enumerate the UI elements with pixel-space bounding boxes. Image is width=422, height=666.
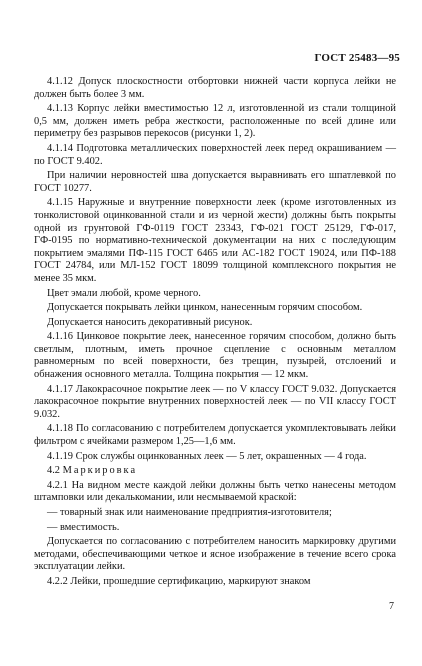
document-body (34, 76, 396, 591)
paragraph-4-1-13: 4.1.13 Корпус лейки вместимостью 12 л, изготовленной из стали толщиной 0,5 мм, должен иметь ребра жесткости, расположенные по всей длине или периметру без разрывов перекосов (рисунки 1, 2). (34, 103, 396, 140)
paragraph-zinc-allowed: Допускается покрывать лейки цинком, нанесенным горячим способом. (47, 302, 363, 314)
paragraph-4-1-19: 4.1.19 Срок службы оцинкованных леек — 5 лет, окрашенных — 4 года. (47, 450, 367, 462)
section-heading (34, 465, 396, 478)
paragraph-seam-unevenness: При наличии неровностей шва допускается выравнивать его шпатлевкой по ГОСТ 10277. (34, 170, 396, 194)
paragraph-4-1-17: 4.1.17 Лакокрасочное покрытие леек — по V классу ГОСТ 9.032. Допускается лакокрасочное покрытие внутренних поверхностей леек — по VII классу ГОСТ 9.032. (34, 383, 396, 420)
list-item-capacity: — вместимость. (47, 521, 120, 533)
paragraph-4-1-15: 4.1.15 Наружные и внутренние поверхности леек (кроме изготовленных из тонколистовой оцинкованной стали и из черной жести) должны быть покрыты одной из грунтовой ГФ-0119 ГОСТ 23343, ГФ-021 ГОСТ 25129, ГФ-017, ГФ-0195 по нормативно-технической документации на них с последующим покрытием эмалями ПФ-115 ГОСТ 6465 или АС-182 ГОСТ 19024, или ПФ-188 ГОСТ 24784, или МЛ-152 ГОСТ 18099 толщиной комплексного покрытия не менее 35 мкм. (34, 197, 396, 284)
list-item-trademark: — товарный знак или наименование предприятия-изготовителя; (47, 507, 332, 518)
page-number: 7 (389, 601, 394, 612)
paragraph-4-2-1: 4.2.1 На видном месте каждой лейки должны быть четко нанесены методом штамповки или декалькомании, или несмываемой краской: (34, 479, 396, 504)
paragraph-4-1-16: 4.1.16 Цинковое покрытие леек, нанесенное горячим способом, должно быть светлым, плотным, иметь прочное сцепление с основным металлом равномерным по всей поверхности, без трещин, пузырей, отслоений и обнажения основного металла. Толщина покрытия — 12 мкм. (34, 331, 396, 381)
section-number: 4.2 (47, 465, 60, 477)
paragraph-4-1-18: 4.1.18 По согласованию с потребителем допускается укомплектовывать лейки фильтром с ячейками размером 1,25—1,6 мм. (34, 423, 396, 448)
paragraph-enamel-color: Цвет эмали любой, кроме черного. (47, 287, 201, 299)
paragraph-4-1-14: 4.1.14 Подготовка металлических поверхностей леек перед окрашиванием — по ГОСТ 9.402. (34, 142, 396, 167)
document-code-header: ГОСТ 25483—95 (314, 52, 400, 64)
paragraph-decorative-pattern: Допускается наносить декоративный рисунок. (47, 316, 253, 328)
paragraph-4-1-12: 4.1.12 Допуск плоскостности отбортовки нижней части корпуса лейки не должен быть более 3 мм. (34, 76, 396, 100)
paragraph-marking-other-methods: Допускается по согласованию с потребителем наносить маркировку другими методами, обеспечивающими четкое и ясное изображение в течение всего срока эксплуатации лейки. (34, 536, 396, 573)
section-title: Маркировка (62, 465, 138, 477)
paragraph-4-2-2: 4.2.2 Лейки, прошедшие сертификацию, маркируют знаком (47, 575, 311, 587)
